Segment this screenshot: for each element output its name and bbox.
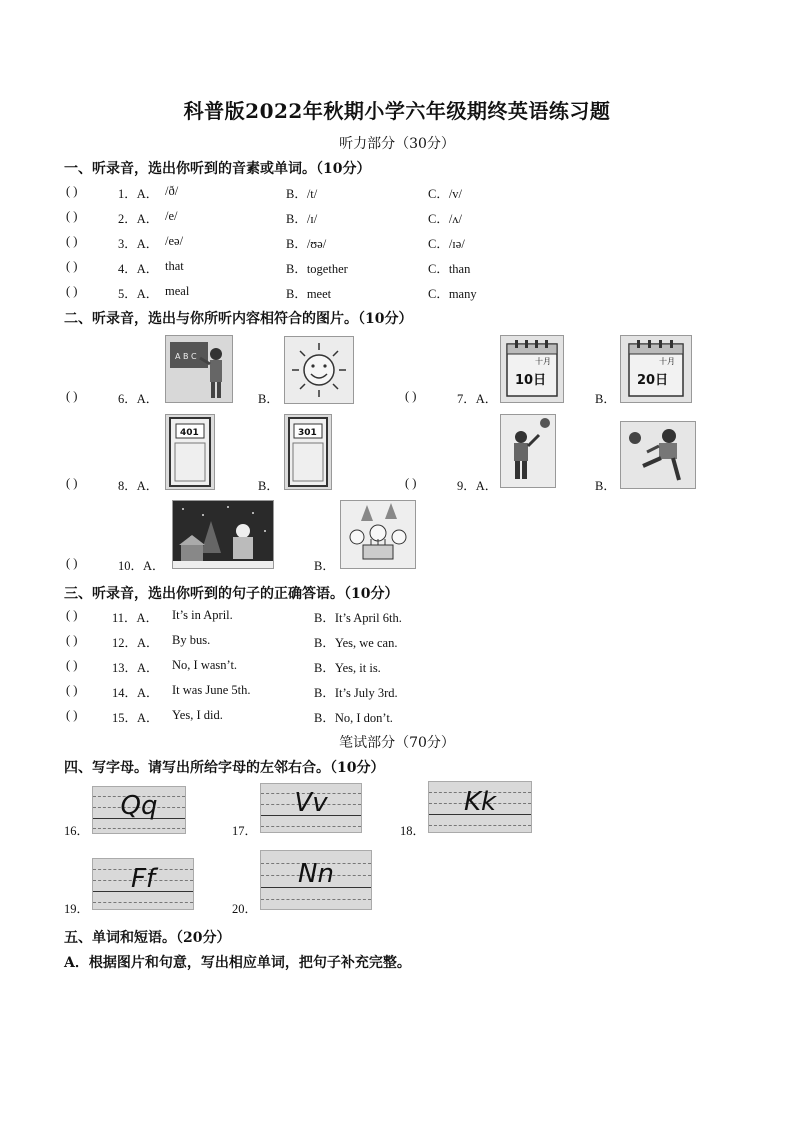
q4-option-b: B．together [286, 262, 348, 276]
calendar-picture-b [620, 335, 692, 403]
q3-number: 3．A． [118, 237, 159, 251]
writing-header: 笔试部分（70分） [339, 735, 455, 751]
q20-number: 20． [232, 902, 258, 916]
answer-paren[interactable]: ( ) [66, 556, 78, 570]
q11-option-b: B．It’s April 6th. [314, 611, 402, 625]
calendar-day: 10日 [515, 373, 547, 388]
letter-box-q17[interactable] [260, 783, 362, 833]
q10-option-b: B． [314, 559, 335, 573]
q5-option-c: C．many [428, 287, 477, 301]
answer-paren[interactable]: ( ) [66, 389, 78, 403]
q13-option-b: B．Yes, it is. [314, 661, 381, 675]
q14-number: 14．A． [112, 686, 159, 700]
section-2-heading: 二、听录音，选出与你所听内容相符合的图片。（10分） [64, 311, 413, 327]
q14-option-b: B．It’s July 3rd. [314, 686, 398, 700]
q2-number: 2．A． [118, 212, 159, 226]
answer-paren[interactable]: ( ) [66, 476, 78, 490]
q12-number: 12．A． [112, 636, 159, 650]
q10-number: 10．A． [118, 559, 165, 573]
section-1-heading: 一、听录音，选出你听到的音素或单词。（10分） [64, 161, 371, 177]
q12-option-b: B．Yes, we can. [314, 636, 398, 650]
q5-option-b: B．meet [286, 287, 332, 301]
q16-number: 16． [64, 824, 90, 838]
section-5a-instruction: A．根据图片和句意，写出相应单词，把句子补充完整。 [64, 955, 411, 971]
letter-box-q19[interactable] [92, 858, 194, 910]
answer-paren[interactable]: ( ) [405, 476, 417, 490]
q3-option-c: C．/ɪə/ [428, 237, 465, 251]
christmas-picture [172, 500, 274, 569]
calendar-picture-a [500, 335, 564, 403]
q6-number: 6．A． [118, 392, 159, 406]
q2-option-b: B．/ɪ/ [286, 212, 318, 226]
q9-number: 9．A． [457, 479, 498, 493]
door-number: 301 [298, 428, 317, 438]
q6-option-b: B． [258, 392, 279, 406]
teacher-picture [165, 335, 233, 403]
q14-option-a: It was June 5th. [172, 683, 251, 697]
letter-box-q16[interactable] [92, 786, 186, 834]
given-letters: Nn [298, 859, 334, 889]
q5-number: 5．A． [118, 287, 159, 301]
q17-number: 17． [232, 824, 258, 838]
q8-number: 8．A． [118, 479, 159, 493]
q1-number: 1．A． [118, 187, 159, 201]
q15-option-a: Yes, I did. [172, 708, 223, 722]
section-5-heading: 五、单词和短语。（20分） [64, 930, 231, 946]
section-3-heading: 三、听录音，选出你听到的句子的正确答语。（10分） [64, 586, 399, 602]
calendar-month: 十月 [659, 357, 675, 366]
section-4-heading: 四、写字母。请写出所给字母的左邻右合。（10分） [64, 760, 385, 776]
page-title: 科普版2022年秋期小学六年级期终英语练习题 [183, 99, 611, 123]
q15-option-b: B．No, I don’t. [314, 711, 393, 725]
door-picture-b [284, 414, 332, 490]
q5-option-a: meal [165, 284, 190, 298]
q13-option-a: No, I wasn’t. [172, 658, 238, 672]
q12-option-a: By bus. [172, 633, 211, 647]
q1-option-b: B．/t/ [286, 187, 318, 201]
boy-kick-picture-b [620, 421, 696, 489]
door-picture-a [165, 414, 215, 490]
q3-option-a: /eə/ [165, 234, 184, 248]
answer-paren[interactable]: ( ) [66, 234, 78, 248]
answer-paren[interactable]: ( ) [405, 389, 417, 403]
q11-number: 11．A． [112, 611, 159, 625]
given-letters: Qq [120, 791, 158, 821]
q4-option-a: that [165, 259, 184, 273]
q11-option-a: It’s in April. [172, 608, 233, 622]
answer-paren[interactable]: ( ) [66, 708, 78, 722]
q1-option-c: C．/v/ [428, 187, 463, 201]
given-letters: Ff [130, 864, 156, 894]
answer-paren[interactable]: ( ) [66, 633, 78, 647]
q4-option-c: C．than [428, 262, 471, 276]
calendar-month: 十月 [535, 357, 551, 366]
given-letters: Vv [294, 788, 328, 818]
q7-option-b: B． [595, 392, 616, 406]
answer-paren[interactable]: ( ) [66, 683, 78, 697]
listening-header: 听力部分（30分） [339, 136, 455, 152]
boy-ball-picture-a [500, 414, 556, 488]
q1-option-a: /ð/ [165, 184, 179, 198]
answer-paren[interactable]: ( ) [66, 184, 78, 198]
q3-option-b: B．/ʊə/ [286, 237, 327, 251]
q15-number: 15．A． [112, 711, 159, 725]
q13-number: 13．A． [112, 661, 159, 675]
q9-option-b: B． [595, 479, 616, 493]
q19-number: 19． [64, 902, 90, 916]
answer-paren[interactable]: ( ) [66, 658, 78, 672]
q4-number: 4．A． [118, 262, 159, 276]
board-text: A B C [175, 352, 197, 361]
party-picture [340, 500, 416, 569]
answer-paren[interactable]: ( ) [66, 209, 78, 223]
given-letters: Kk [463, 787, 497, 817]
sun-picture [284, 336, 354, 404]
calendar-day: 20日 [637, 373, 669, 388]
letter-box-q18[interactable] [428, 781, 532, 833]
q8-option-b: B． [258, 479, 279, 493]
answer-paren[interactable]: ( ) [66, 259, 78, 273]
letter-box-q20[interactable] [260, 850, 372, 910]
q2-option-c: C．/ʌ/ [428, 212, 463, 226]
answer-paren[interactable]: ( ) [66, 284, 78, 298]
door-number: 401 [180, 428, 199, 438]
answer-paren[interactable]: ( ) [66, 608, 78, 622]
q7-number: 7．A． [457, 392, 498, 406]
q2-option-a: /e/ [165, 209, 178, 223]
q18-number: 18． [400, 824, 426, 838]
